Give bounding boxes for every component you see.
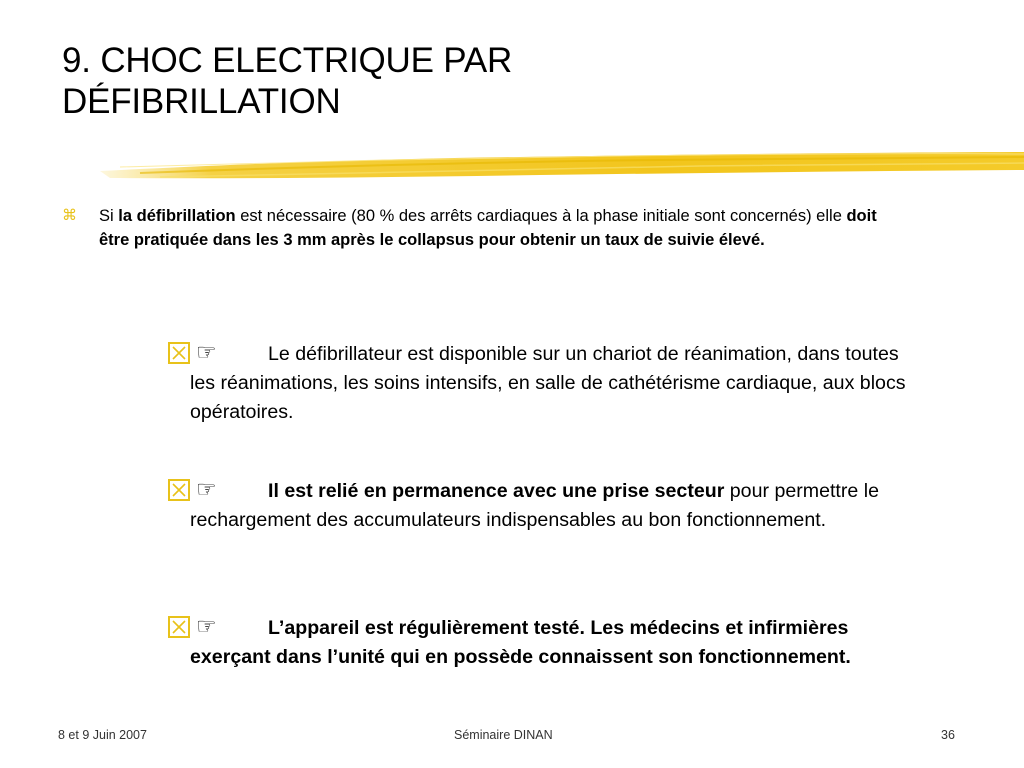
text-run: Si bbox=[99, 207, 119, 225]
x-box-icon bbox=[168, 342, 190, 364]
sub-bullet-icons bbox=[168, 340, 217, 366]
pointing-hand-icon: ☞ bbox=[196, 477, 217, 503]
sub-bullet-2-text bbox=[190, 477, 908, 535]
main-bullet-text bbox=[99, 204, 902, 252]
sub-bullet-3 bbox=[168, 614, 908, 672]
slide-title bbox=[62, 40, 962, 122]
text-run-bold: la défibrillation bbox=[118, 207, 236, 225]
main-bullet bbox=[62, 204, 902, 252]
x-box-icon bbox=[168, 616, 190, 638]
text-run: pour permettre le rechargement des accumulateurs indispensables au bon fonctionnement. bbox=[190, 480, 879, 531]
text-run-bold: L’appareil est régulièrement testé. Les médecins et infirmières exerçant dans l’unité qui en possède connaissent son fonctionnement. bbox=[190, 617, 851, 668]
footer-title: Séminaire DINAN bbox=[454, 728, 553, 742]
brush-stroke-divider bbox=[100, 145, 1024, 190]
sub-bullet-1-text: Le défibrillateur est disponible sur un chariot de réanimation, dans toutes les réanimations, les soins intensifs, en salle de cathétérisme cardiaque, aux blocs opératoires. bbox=[190, 343, 906, 423]
sub-bullet-icons bbox=[168, 614, 217, 640]
footer-date: 8 et 9 Juin 2007 bbox=[58, 728, 147, 742]
slide-number: 36 bbox=[941, 728, 955, 742]
sub-bullet-icons bbox=[168, 477, 217, 503]
text-run-bold: Il est relié en permanence avec une prise secteur bbox=[268, 480, 725, 502]
sub-bullet-3-text bbox=[190, 614, 908, 672]
sub-bullet-2 bbox=[168, 477, 908, 535]
text-run: est nécessaire (80 % des arrêts cardiaques à la phase initiale sont concernés) elle bbox=[235, 207, 847, 225]
title-line-2: DÉFIBRILLATION bbox=[62, 82, 341, 121]
sub-bullet-1 bbox=[168, 340, 908, 427]
pointing-hand-icon: ☞ bbox=[196, 614, 217, 640]
cloverleaf-bullet-icon: ⌘ bbox=[62, 207, 77, 224]
pointing-hand-icon: ☞ bbox=[196, 340, 217, 366]
title-line-1: 9. CHOC ELECTRIQUE PAR bbox=[62, 41, 513, 80]
text-run-bold: doit être pratiquée dans les 3 mm après le collapsus pour obtenir un taux de suivie élevé. bbox=[99, 207, 877, 249]
x-box-icon bbox=[168, 479, 190, 501]
